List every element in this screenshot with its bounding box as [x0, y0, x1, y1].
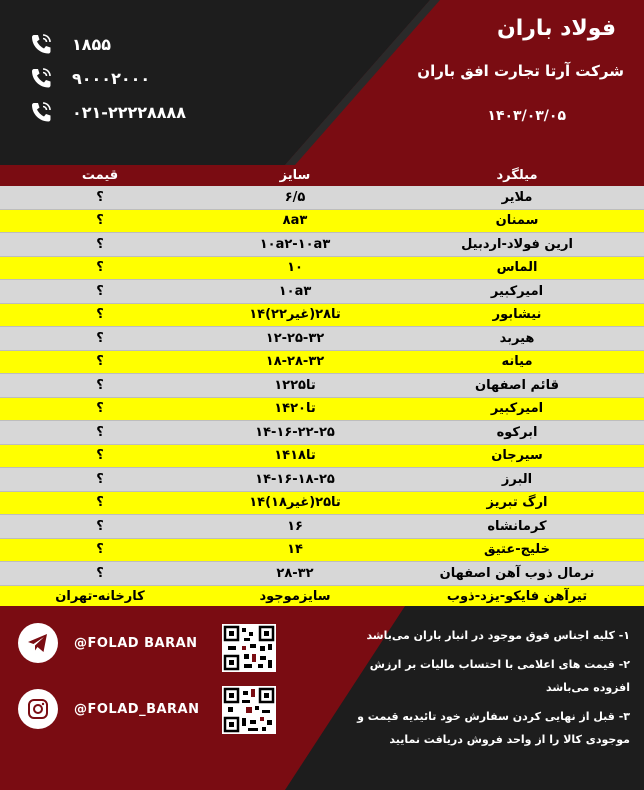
size-cell: سایزموجود	[259, 589, 331, 605]
company-name: شرکت آرتا تجارت افق باران	[417, 62, 624, 80]
price-cell: ؟	[96, 189, 104, 205]
size-cell: ۱۴-۱۶-۱۸-۲۵	[255, 471, 335, 487]
instagram-link[interactable]	[18, 689, 200, 729]
grade-cell: قائم اصفهان	[475, 377, 559, 393]
table-row	[0, 562, 644, 586]
phone-icon	[28, 66, 54, 90]
table-row	[0, 280, 644, 304]
price-cell: ؟	[96, 495, 104, 511]
table-row	[0, 186, 644, 210]
grade-cell: کرمانشاه	[487, 518, 547, 534]
size-cell: ۱۲تا۲۵	[274, 377, 316, 393]
grade-cell: البرز	[501, 471, 533, 487]
price-cell: ؟	[96, 283, 104, 299]
instagram-handle[interactable]: @FOLAD_BARAN	[74, 701, 200, 717]
telegram-icon	[18, 623, 58, 663]
price-table	[0, 165, 644, 609]
grade-cell: ابرکوه	[496, 424, 538, 440]
size-cell: ۱۶	[287, 518, 303, 534]
brand-title: فولاد باران	[496, 16, 616, 41]
telegram-link[interactable]	[18, 623, 198, 663]
phone-icon	[28, 32, 54, 56]
instagram-qr-code	[222, 686, 276, 734]
grade-cell: امیرکبیر	[490, 401, 544, 417]
grade-cell: نیشابور	[492, 307, 542, 323]
grade-cell: ارین فولاد-اردبیل	[461, 236, 573, 252]
grade-cell: نرمال ذوب آهن اصفهان	[439, 565, 595, 581]
price-cell: کارخانه-تهران	[55, 589, 145, 605]
note-item: ۳- قبل از نهایی کردن سفارش خود تائیدیه قیمت و موجودی کالا را از واحد فروش دریافت نمایید	[357, 710, 630, 746]
table-row	[0, 398, 644, 422]
size-cell: ۱۴تا۲۵(غیر۱۸)	[249, 495, 341, 511]
table-row	[0, 374, 644, 398]
table-row	[0, 468, 644, 492]
size-cell: ۲۸-۳۲	[276, 565, 314, 581]
price-cell: ؟	[96, 236, 104, 252]
table-row	[0, 210, 644, 234]
grade-cell: ارگ تبریز	[486, 495, 548, 511]
phone-icon	[28, 100, 54, 124]
price-cell: ؟	[96, 542, 104, 558]
table-row	[0, 327, 644, 351]
grade-cell: تیرآهن فایکو-یزد-ذوب	[446, 589, 588, 605]
phone-number[interactable]: ۱۸۵۵	[72, 34, 112, 54]
price-cell: ؟	[96, 213, 104, 229]
grade-cell: سیرجان	[491, 448, 543, 464]
price-cell: ؟	[96, 424, 104, 440]
footer-banner	[0, 606, 644, 790]
note-item: ۲- قیمت های اعلامی با احتساب مالیات بر ارزش افزوده می‌باشد	[369, 658, 630, 694]
date-label: ۱۴۰۳/۰۳/۰۵	[487, 108, 566, 124]
header-price: قیمت	[81, 168, 119, 183]
telegram-handle[interactable]: @FOLAD BARAN	[74, 635, 198, 651]
table-body	[0, 186, 644, 609]
header-grade: میلگرد	[496, 168, 538, 183]
table-row	[0, 257, 644, 281]
table-row	[0, 351, 644, 375]
size-cell: ۱۰a۳	[278, 283, 312, 299]
size-cell: ۸a۳	[282, 213, 308, 229]
price-cell: ؟	[96, 260, 104, 276]
size-cell: ۱۴تا۲۰	[274, 401, 316, 417]
table-row	[0, 421, 644, 445]
grade-cell: خلیج-عتیق	[484, 542, 550, 558]
table-header	[0, 165, 644, 186]
grade-cell: امیرکبیر	[490, 283, 544, 299]
size-cell: ۱۲-۲۵-۳۲	[265, 330, 325, 346]
table-row	[0, 233, 644, 257]
note-item: ۱- کلیه اجناس فوق موجود در انبار باران می‌باشد	[366, 629, 630, 642]
price-cell: ؟	[96, 401, 104, 417]
table-row	[0, 445, 644, 469]
size-cell: ۱۰	[287, 260, 303, 276]
phone-row-3	[28, 100, 186, 124]
price-cell: ؟	[96, 518, 104, 534]
price-cell: ؟	[96, 377, 104, 393]
table-row	[0, 304, 644, 328]
phone-row-2	[28, 66, 150, 90]
price-cell: ؟	[96, 354, 104, 370]
phone-number[interactable]: ۹۰۰۰۲۰۰۰	[72, 68, 151, 88]
size-cell: ۱۰a۲-۱۰a۳	[259, 236, 331, 252]
size-cell: ۱۸-۲۸-۳۲	[265, 354, 325, 370]
table-row	[0, 492, 644, 516]
grade-cell: الماس	[496, 260, 538, 276]
size-cell: ۱۴-۱۶-۲۲-۲۵	[255, 424, 335, 440]
size-cell: ۶/۵	[284, 189, 306, 205]
grade-cell: هیربد	[499, 330, 535, 346]
size-cell: ۱۴	[287, 542, 303, 558]
grade-cell: سمنان	[495, 213, 539, 229]
price-cell: ؟	[96, 330, 104, 346]
grade-cell: ملایر	[501, 189, 533, 205]
price-cell: ؟	[96, 448, 104, 464]
instagram-icon	[18, 689, 58, 729]
price-cell: ؟	[96, 471, 104, 487]
price-cell: ؟	[96, 565, 104, 581]
header-size: سایز	[279, 168, 311, 183]
size-cell: ۱۴تا۱۸	[274, 448, 316, 464]
phone-number[interactable]: ۰۲۱-۲۲۲۲۸۸۸۸	[72, 102, 187, 122]
phone-row-1	[28, 32, 111, 56]
header-banner	[0, 0, 644, 165]
notes-list	[330, 624, 630, 757]
size-cell: ۱۴تا۲۸(غیر۲۲)	[249, 307, 341, 323]
grade-cell: میانه	[501, 354, 533, 370]
table-row	[0, 539, 644, 563]
price-cell: ؟	[96, 307, 104, 323]
telegram-qr-code	[222, 624, 276, 672]
table-row	[0, 515, 644, 539]
